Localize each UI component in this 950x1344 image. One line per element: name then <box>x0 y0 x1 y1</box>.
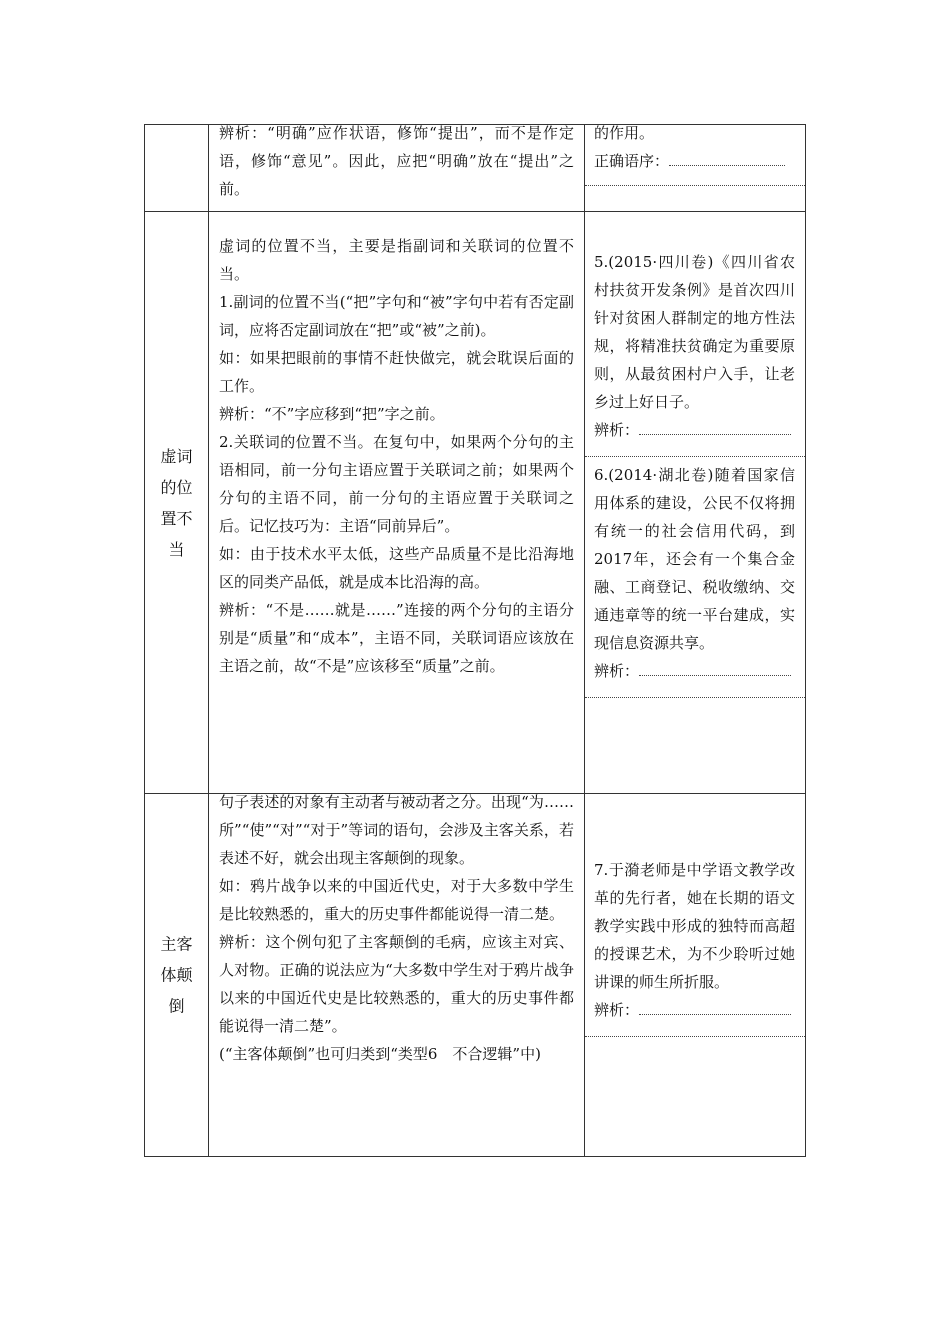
answer-line <box>585 416 805 444</box>
answer-line <box>585 147 805 175</box>
explanation-paragraph: 2.关联词的位置不当。在复句中，如果两个分句的主语相同，前一分句主语应置于关联词之前；如果两个分句的主语不同，前一分句的主语应置于关联词之后。记忆技巧为：主语“同前异后”。 <box>219 433 574 535</box>
table-row-subject-object-reversal <box>144 793 806 1157</box>
answer-line <box>585 996 805 1024</box>
answer-label: 辨析： <box>594 662 640 680</box>
explanation-paragraph: 1.副词的位置不当(“把”字句和“被”字句中若有否定副词，应将否定副词放在“把”或“被”之前)。 <box>219 293 574 339</box>
answer-label: 辨析： <box>594 421 640 439</box>
explanation-cell <box>209 794 585 1156</box>
explanation-analysis: 辨析：这个例句犯了主客颠倒的毛病，应该主对宾、人对物。正确的说法应为“大多数中学生对于鸦片战争以来的中国近代史是比较熟悉的，重大的历史事件都能说得一清二楚”。 <box>219 933 574 1035</box>
answer-blank-line[interactable] <box>585 1024 805 1037</box>
answer-blank[interactable] <box>669 149 785 166</box>
explanation-paragraph: 辨析：“明确”应作状语，修饰“提出”，而不是作定语，修饰“意见”。因此，应把“明确”放在“提出”之前。 <box>219 125 574 198</box>
exercise-5: 5.(2015·四川卷)《四川省农村扶贫开发条例》是首次四川针对贫困人群制定的地方性法规，将精准扶贫确定为重要原则，从最贫困村户入手，让老乡过上好日子。 <box>594 253 795 411</box>
answer-blank-line[interactable] <box>585 685 805 698</box>
type-cell <box>145 794 209 1156</box>
answer-blank[interactable] <box>639 998 791 1015</box>
type-label: 主客体颠倒 <box>160 934 193 1016</box>
answer-label: 正确语序： <box>594 152 670 170</box>
type-label: 虚词的位置不当 <box>160 446 193 559</box>
explanation-paragraph: 虚词的位置不当，主要是指副词和关联词的位置不当。 <box>219 237 574 283</box>
answer-blank-line[interactable] <box>585 444 805 457</box>
explanation-example: 如：如果把眼前的事情不赶快做完，就会耽误后面的工作。 <box>219 349 574 395</box>
exercise-cell <box>585 212 805 793</box>
answer-blank-line[interactable] <box>585 175 805 186</box>
explanation-cell <box>209 125 585 211</box>
explanation-example: 如：由于技术水平太低，这些产品质量不是比沿海地区的同类产品低，就是成本比沿海的高。 <box>219 545 574 591</box>
explanation-cell <box>209 212 585 793</box>
type-cell <box>145 125 209 211</box>
exercise-cell <box>585 794 805 1156</box>
answer-blank[interactable] <box>639 418 791 435</box>
explanation-analysis: 辨析：“不是……就是……”连接的两个分句的主语分别是“质量”和“成本”，主语不同，关联词语应该放在主语之前，故“不是”应该移至“质量”之前。 <box>219 601 574 675</box>
answer-label: 辨析： <box>594 1001 640 1019</box>
explanation-note: (“主客体颠倒”也可归类到“类型6 不合逻辑”中) <box>219 1045 541 1063</box>
explanation-analysis: 辨析：“不”字应移到“把”字之前。 <box>219 405 445 423</box>
exercise-7: 7.于漪老师是中学语文教学改革的先行者，她在长期的语文教学实践中形成的独特而高超的授课艺术，为不少聆听过她讲课的师生所折服。 <box>594 861 795 991</box>
table-row-continuation <box>144 124 806 212</box>
table-row-function-word-position <box>144 211 806 794</box>
type-cell <box>145 212 209 793</box>
explanation-paragraph: 句子表述的对象有主动者与被动者之分。出现“为……所”“使”“对”“对于”等词的语句，会涉及主客关系，若表述不好，就会出现主客颠倒的现象。 <box>219 794 574 867</box>
answer-blank[interactable] <box>639 659 791 676</box>
exercise-tail: 的作用。 <box>594 125 655 142</box>
exercise-6: 6.(2014·湖北卷)随着国家信用体系的建设，公民不仅将拥有统一的社会信用代码，到2017年，还会有一个集合金融、工商登记、税收缴纳、交通违章等的统一平台建成，实现信息资源共享。 <box>594 466 795 652</box>
exercise-cell <box>585 125 805 211</box>
explanation-example: 如：鸦片战争以来的中国近代史，对于大多数中学生是比较熟悉的，重大的历史事件都能说得一清二楚。 <box>219 877 574 923</box>
answer-line <box>585 657 805 685</box>
